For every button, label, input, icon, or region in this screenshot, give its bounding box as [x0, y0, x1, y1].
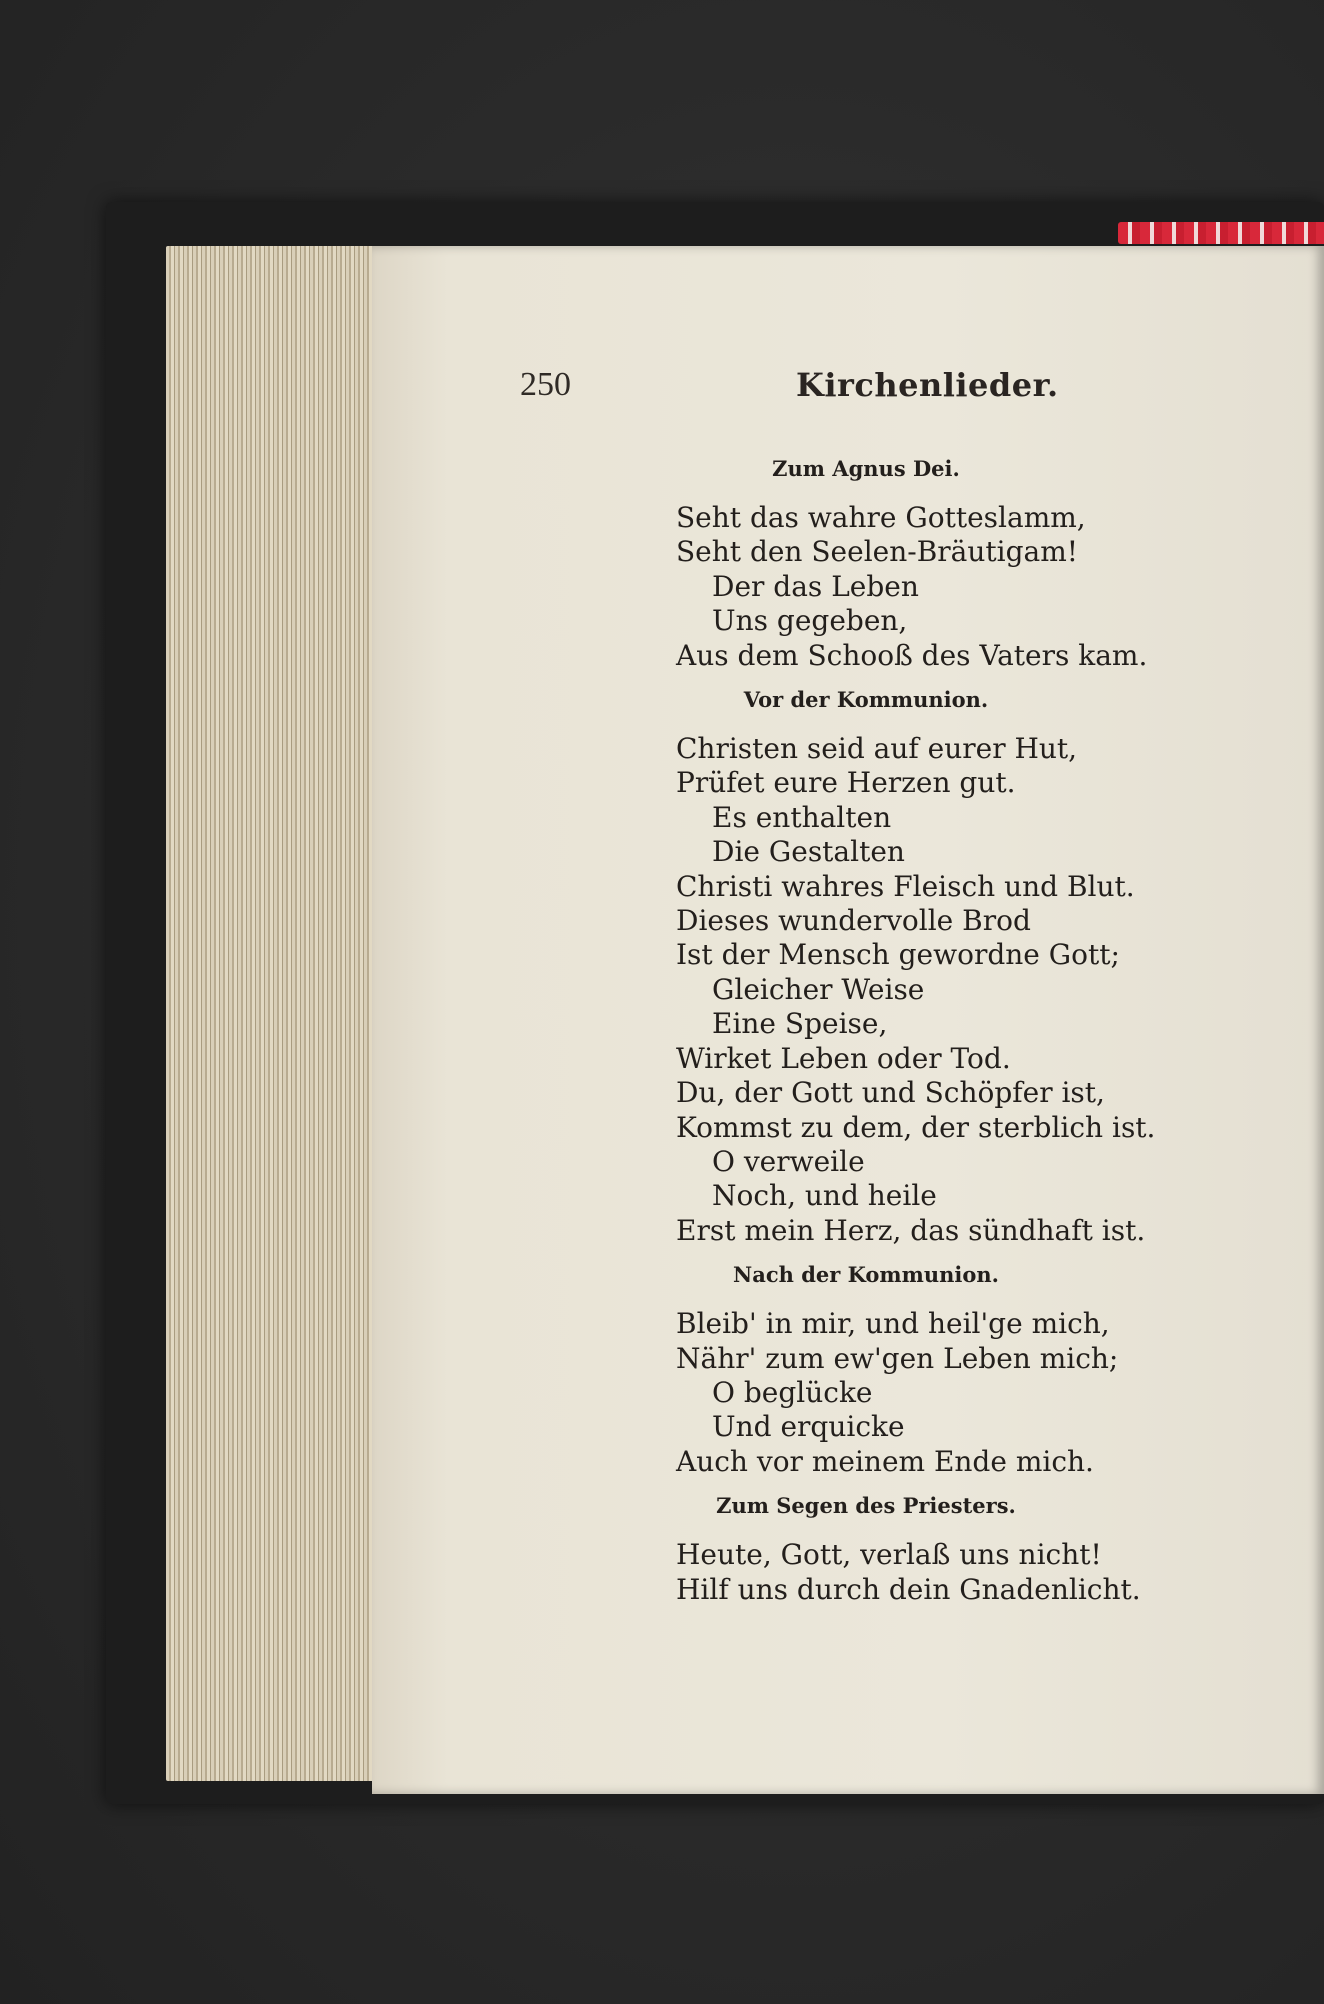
verse-line: Heute, Gott, verlaß uns nicht! [676, 1538, 1102, 1572]
hymn-text [676, 456, 1236, 1621]
section-heading: Vor der Kommunion. [743, 687, 989, 713]
page-edges [166, 246, 396, 1781]
verse-line: Und erquicke [712, 1410, 905, 1444]
running-head: Kirchenlieder. [796, 366, 1059, 404]
section-heading: Nach der Kommunion. [733, 1262, 999, 1288]
verse-line: Erst mein Herz, das sündhaft ist. [676, 1213, 1146, 1247]
section-heading: Zum Segen des Priesters. [716, 1493, 1016, 1519]
section-agnus-dei [676, 456, 1236, 673]
page-number: 250 [520, 366, 571, 403]
verse-line: Christi wahres Fleisch und Blut. [676, 869, 1135, 903]
verse-line: Seht den Seelen-Bräutigam! [676, 535, 1079, 569]
verse-line: Nähr' zum ew'gen Leben mich; [676, 1341, 1119, 1375]
verse-line: Christen seid auf eurer Hut, [676, 732, 1078, 766]
verse-line: Dieses wundervolle Brod [676, 904, 1031, 938]
verse-line: Aus dem Schooß des Vaters kam. [676, 638, 1148, 672]
verse-line: Es enthalten [712, 800, 892, 834]
verse-line: O beglücke [712, 1375, 873, 1409]
verse-line: O verweile [712, 1144, 865, 1178]
verse-line: Du, der Gott und Schöpfer ist, [676, 1076, 1105, 1110]
section-heading: Zum Agnus Dei. [772, 456, 960, 481]
verse-line: Bleib' in mir, und heil'ge mich, [676, 1307, 1110, 1341]
verse-line: Eine Speise, [712, 1007, 888, 1041]
verse-line: Die Gestalten [712, 835, 905, 869]
section-segen-des-priesters [676, 1493, 1236, 1607]
verse-line: Auch vor meinem Ende mich. [676, 1444, 1094, 1478]
verse-line: Noch, und heile [712, 1179, 937, 1213]
verse-line: Ist der Mensch gewordne Gott; [676, 938, 1120, 972]
verse-line: Prüfet eure Herzen gut. [676, 766, 1016, 800]
verse-line: Uns gegeben, [712, 604, 908, 638]
verse-line: Wirket Leben oder Tod. [676, 1041, 1011, 1075]
bookmark-ribbon [1118, 222, 1324, 244]
verse-line: Kommst zu dem, der sterblich ist. [676, 1110, 1156, 1144]
verse-line: Hilf uns durch dein Gnadenlicht. [676, 1572, 1141, 1606]
section-vor-der-kommunion [676, 687, 1236, 1248]
verse-line: Gleicher Weise [712, 972, 925, 1006]
verse-line: Seht das wahre Gotteslamm, [676, 501, 1086, 534]
verse-line: Der das Leben [712, 569, 919, 603]
section-nach-der-kommunion [676, 1262, 1236, 1479]
